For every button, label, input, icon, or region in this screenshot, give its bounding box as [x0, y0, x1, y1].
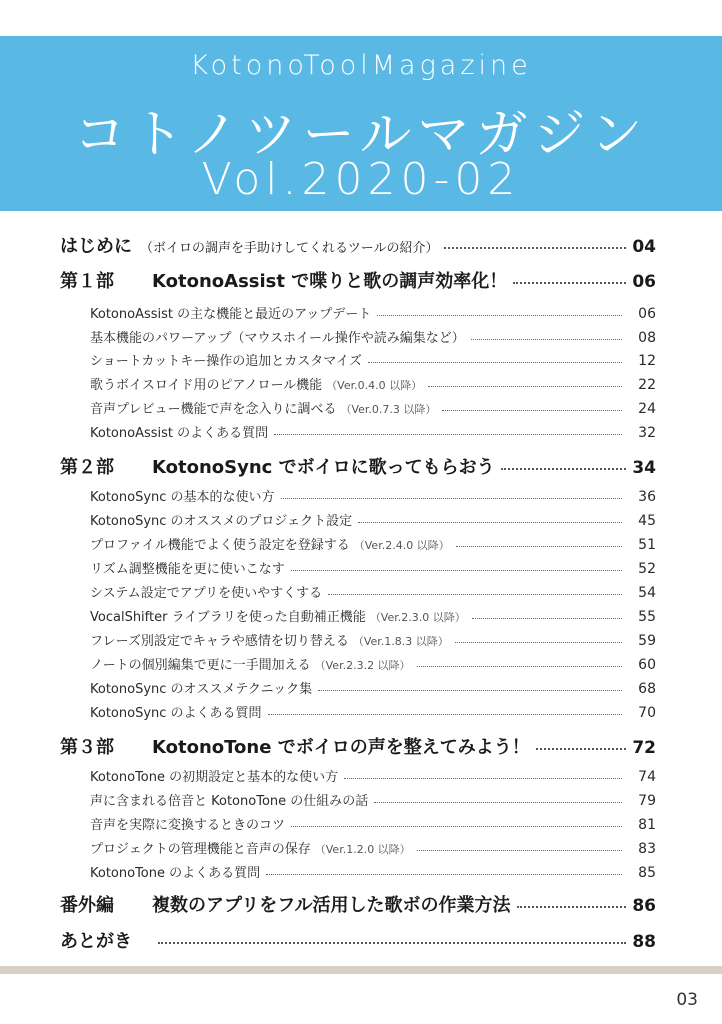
toc-entry[interactable] — [90, 422, 656, 441]
toc-entry[interactable] — [90, 327, 656, 346]
toc-entry[interactable] — [90, 630, 656, 649]
leader-dots — [291, 570, 622, 571]
leader-dots — [444, 247, 626, 249]
toc-page-number: 24 — [638, 401, 656, 417]
toc-entry-title: フレーズ別設定でキャラや感情を切り替える — [90, 634, 349, 649]
leader-dots — [266, 874, 622, 875]
toc-entry[interactable] — [90, 790, 656, 809]
toc-page-number: 32 — [638, 425, 656, 441]
toc-page-number: 06 — [632, 272, 656, 292]
leader-dots — [318, 690, 622, 691]
leader-dots — [513, 282, 626, 284]
toc-part-label: 番外編 — [60, 895, 114, 916]
toc-page-number: 52 — [638, 561, 656, 577]
toc-entry[interactable] — [90, 766, 656, 785]
toc-part3[interactable] — [60, 733, 656, 759]
leader-dots — [368, 362, 622, 363]
toc-page-number: 81 — [638, 817, 656, 833]
toc-entry[interactable] — [90, 606, 656, 625]
toc-entry-title: KotonoSync の基本的な使い方 — [90, 490, 275, 505]
toc-entry[interactable] — [90, 678, 656, 697]
toc-entry[interactable] — [90, 838, 656, 857]
toc-entry[interactable] — [90, 486, 656, 505]
toc-version-note: （Ver.2.4.0 以降） — [353, 539, 450, 552]
toc-entry-title: 音声プレビュー機能で声を念入りに調べる — [90, 402, 337, 417]
leader-dots — [377, 315, 622, 316]
toc-part-title: 複数のアプリをフル活用した歌ボの作業方法 — [152, 895, 511, 916]
leader-dots — [417, 850, 622, 851]
toc-part-title: KotonoSync でボイロに歌ってもらおう — [152, 457, 495, 478]
page-number: 03 — [676, 990, 698, 1010]
toc-page-number: 08 — [638, 330, 656, 346]
toc-entry-title: KotonoSync のオススメテクニック集 — [90, 682, 313, 697]
leader-dots — [291, 826, 622, 827]
toc-page-number: 88 — [632, 932, 656, 952]
toc-entry[interactable] — [90, 510, 656, 529]
toc-page-number: 86 — [632, 896, 656, 916]
toc-version-note: （Ver.2.3.0 以降） — [369, 611, 466, 624]
toc-part-title: KotonoTone でボイロの声を整えてみよう！ — [152, 737, 530, 758]
toc-entry[interactable] — [90, 398, 656, 417]
toc-page-number: 68 — [638, 681, 656, 697]
toc-entry[interactable] — [90, 862, 656, 881]
toc-version-note: （Ver.2.3.2 以降） — [314, 659, 411, 672]
toc-entry-title: VocalShifter ライブラリを使った自動補正機能 — [90, 610, 366, 625]
toc-entry-title: システム設定でアプリを使いやすくする — [90, 586, 323, 601]
toc-page-number: 83 — [638, 841, 656, 857]
toc-part-label: 第２部 — [60, 457, 114, 478]
toc-entry-title: KotonoTone の初期設定と基本的な使い方 — [90, 770, 339, 785]
leader-dots — [281, 498, 622, 499]
toc-page-number: 45 — [638, 513, 656, 529]
toc-entry-title: KotonoAssist の主な機能と最近のアップデート — [90, 307, 372, 322]
toc-version-note: （Ver.1.2.0 以降） — [314, 843, 411, 856]
toc-version-note: （Ver.1.8.3 以降） — [352, 635, 449, 648]
leader-dots — [428, 386, 622, 387]
toc-part-title: KotonoAssist で喋りと歌の調声効率化！ — [152, 271, 508, 292]
toc-entry-title: ノートの個別編集で更に一手間加える — [90, 658, 311, 673]
toc-entry-title: KotonoSync のよくある質問 — [90, 706, 262, 721]
toc-entry-title: 声に含まれる倍音と KotonoTone の仕組みの話 — [90, 794, 369, 809]
toc-page-number: 59 — [638, 633, 656, 649]
toc-entry-title: プロジェクトの管理機能と音声の保存 — [90, 842, 311, 857]
toc-entry[interactable] — [90, 654, 656, 673]
magazine-title-en: KotonoToolMagazine — [190, 50, 532, 81]
toc-entry[interactable] — [90, 558, 656, 577]
leader-dots — [158, 942, 626, 944]
toc-entry-title: 歌うボイスロイド用のピアノロール機能 — [90, 378, 323, 393]
toc-part2[interactable] — [60, 453, 656, 479]
toc-intro-note: （ボイロの調声を手助けしてくれるツールの紹介） — [140, 241, 439, 256]
toc-page-number: 85 — [638, 865, 656, 881]
toc-page-number: 54 — [638, 585, 656, 601]
toc-afterword[interactable] — [60, 927, 656, 953]
toc-page-number: 04 — [632, 237, 656, 257]
toc-version-note: （Ver.0.4.0 以降） — [326, 379, 423, 392]
toc-page-number: 79 — [638, 793, 656, 809]
toc-entry[interactable] — [90, 303, 656, 322]
leader-dots — [536, 748, 627, 750]
leader-dots — [456, 546, 622, 547]
toc-page-number: 55 — [638, 609, 656, 625]
toc-entry-title: ショートカットキー操作の追加とカスタマイズ — [90, 354, 362, 369]
toc-afterword-title: あとがき — [60, 931, 132, 952]
leader-dots — [358, 522, 622, 523]
toc-page-number: 22 — [638, 377, 656, 393]
leader-dots — [344, 778, 622, 779]
toc-page-number: 34 — [632, 458, 656, 478]
toc-page-number: 72 — [632, 738, 656, 758]
leader-dots — [268, 714, 622, 715]
leader-dots — [455, 642, 622, 643]
magazine-title-jp: コトノツールマガジン — [73, 105, 649, 165]
volume-number: Vol.2020-02 — [201, 154, 521, 205]
leader-dots — [472, 618, 622, 619]
leader-dots — [328, 594, 622, 595]
leader-dots — [274, 434, 622, 435]
toc-entry[interactable] — [90, 814, 656, 833]
leader-dots — [517, 906, 627, 908]
leader-dots — [501, 468, 627, 470]
toc-page-number: 06 — [638, 306, 656, 322]
toc-entry[interactable] — [90, 702, 656, 721]
toc-part-label: 第３部 — [60, 737, 114, 758]
toc-entry[interactable] — [90, 350, 656, 369]
toc-entry-title: KotonoSync のオススメのプロジェクト設定 — [90, 514, 353, 529]
toc-page-number: 36 — [638, 489, 656, 505]
toc-page-number: 70 — [638, 705, 656, 721]
toc-entry-title: KotonoAssist のよくある質問 — [90, 426, 269, 441]
leader-dots — [442, 410, 622, 411]
toc-part1[interactable] — [60, 267, 656, 293]
toc-entry-title: KotonoTone のよくある質問 — [90, 866, 261, 881]
toc-entry-title: 音声を実際に変換するときのコツ — [90, 818, 286, 833]
toc-entry-title: 基本機能のパワーアップ（マウスホイール操作や読み編集など） — [90, 331, 465, 346]
toc-intro-title: はじめに — [60, 236, 132, 257]
toc-entry-title: プロファイル機能でよく使う設定を登録する — [90, 538, 350, 553]
footer-bar — [0, 966, 722, 974]
leader-dots — [471, 339, 622, 340]
toc-intro[interactable] — [60, 232, 656, 258]
toc-page-number: 51 — [638, 537, 656, 553]
toc-part-label: 第１部 — [60, 271, 114, 292]
toc-extra[interactable] — [60, 891, 656, 917]
toc-page-number: 60 — [638, 657, 656, 673]
toc-entry-title: リズム調整機能を更に使いこなす — [90, 562, 285, 577]
leader-dots — [374, 802, 622, 803]
toc-entry[interactable] — [90, 582, 656, 601]
toc-entry[interactable] — [90, 374, 656, 393]
toc-version-note: （Ver.0.7.3 以降） — [340, 403, 437, 416]
toc-page-number: 12 — [638, 353, 656, 369]
toc-page-number: 74 — [638, 769, 656, 785]
leader-dots — [417, 666, 622, 667]
toc-entry[interactable] — [90, 534, 656, 553]
